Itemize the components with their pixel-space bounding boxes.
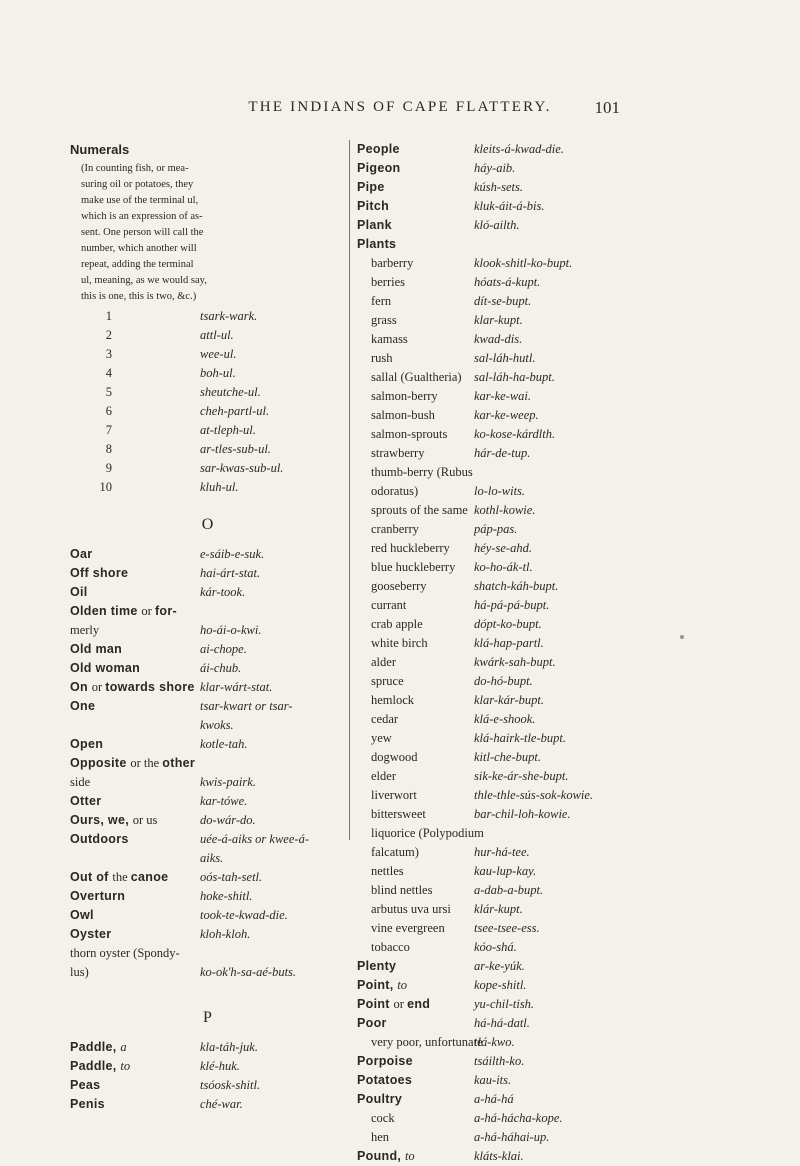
- entry-row: [357, 976, 662, 995]
- entry-translation: a-há-háhai-up.: [474, 1130, 550, 1144]
- entry-translation: yu-chil-tish.: [474, 997, 535, 1011]
- entry-translation: do-hó-bupt.: [474, 674, 533, 688]
- entry-translation: sal-láh-ha-bupt.: [474, 370, 555, 384]
- entry-row: [70, 868, 345, 887]
- note-line: suring oil or potatoes, they: [81, 179, 194, 190]
- entry-row: [357, 349, 662, 368]
- entry-translation: klá-hairk-tle-bupt.: [474, 731, 566, 745]
- numeral-row: [70, 440, 345, 459]
- entry-row: [357, 368, 662, 387]
- entry-term: odoratus): [371, 484, 419, 498]
- numeral-digit: 8: [105, 442, 112, 456]
- entry-row: [357, 330, 662, 349]
- entry-translation: kwis-pairk.: [200, 775, 256, 789]
- entry-translation: kár-took.: [200, 585, 246, 599]
- entry-row: [357, 463, 662, 482]
- entry-row: [357, 672, 662, 691]
- entry-row: [357, 425, 662, 444]
- numeral-row: [70, 421, 345, 440]
- entry-row: [357, 1071, 662, 1090]
- entry-row: [70, 1076, 345, 1095]
- numeral-row: [70, 364, 345, 383]
- entry-row: [70, 564, 345, 583]
- entry-translation: kleits-á-kwad-die.: [474, 142, 564, 156]
- note-line: sent. One person will call the: [81, 227, 204, 238]
- entry-row: [357, 311, 662, 330]
- entry-term: hen: [371, 1130, 390, 1144]
- entry-row: [357, 292, 662, 311]
- entry-term: sallal (Gualtheria): [371, 370, 462, 384]
- entry-row: [357, 387, 662, 406]
- entry-row: [357, 995, 662, 1014]
- numeral-translation: sar-kwas-sub-ul.: [200, 461, 284, 475]
- entry-term: barberry: [371, 256, 414, 270]
- entry-translation: kwárk-sah-bupt.: [474, 655, 556, 669]
- entry-row: [70, 1095, 345, 1114]
- entry-row: [70, 906, 345, 925]
- entry-translation: kope-shitl.: [474, 978, 527, 992]
- entry-row: [357, 254, 662, 273]
- entry-translation: uée-á-aiks or kwee-á-: [200, 832, 309, 846]
- entry-translation: aiks.: [200, 851, 224, 865]
- entry-row: [70, 773, 345, 792]
- entry-translation: klook-shitl-ko-bupt.: [474, 256, 573, 270]
- entry-term: Paddle, to: [70, 1059, 131, 1073]
- entry-translation: oós-tah-setl.: [200, 870, 263, 884]
- entry-term: Paddle, a: [70, 1040, 127, 1054]
- entry-term: cedar: [371, 712, 399, 726]
- entry-term: salmon-berry: [371, 389, 438, 403]
- entry-row: [357, 710, 662, 729]
- entry-translation: bar-chil-loh-kowie.: [474, 807, 571, 821]
- entry-term: Otter: [70, 794, 102, 808]
- column-divider: [349, 140, 350, 840]
- entry-translation: tsóosk-shitl.: [200, 1078, 261, 1092]
- numeral-translation: boh-ul.: [200, 366, 236, 380]
- note-line: this is one, this is two, &c.): [81, 291, 197, 302]
- entry-term: arbutus uva ursi: [371, 902, 451, 916]
- note-line: make use of the terminal ul,: [81, 195, 199, 206]
- entry-row: [357, 938, 662, 957]
- entry-term: Penis: [70, 1097, 105, 1111]
- entry-translation: hur-há-tee.: [474, 845, 530, 859]
- entry-row: [357, 1052, 662, 1071]
- entry-row: [70, 963, 345, 982]
- entry-row: [357, 1033, 662, 1052]
- entry-translation: kla-táh-juk.: [200, 1040, 258, 1054]
- note-line: repeat, adding the terminal: [81, 259, 194, 270]
- entry-term: blue huckleberry: [371, 560, 456, 574]
- entry-term: yew: [371, 731, 392, 745]
- entry-translation: kotle-tah.: [200, 737, 248, 751]
- numeral-translation: cheh-partl-ul.: [200, 404, 270, 418]
- entry-term: Outdoors: [70, 832, 129, 846]
- entry-row: [357, 159, 662, 178]
- numerals-heading: Numerals: [70, 142, 130, 157]
- entry-translation: kau-its.: [474, 1073, 512, 1087]
- entry-term: Poor: [357, 1016, 387, 1030]
- numeral-translation: tsark-wark.: [200, 309, 258, 323]
- entry-translation: do-wár-do.: [200, 813, 256, 827]
- entry-row: [357, 748, 662, 767]
- entry-translation: ai-chope.: [200, 642, 247, 656]
- entry-term: rush: [371, 351, 393, 365]
- entry-translation: ko-kose-kárdlth.: [474, 427, 556, 441]
- entry-row: [70, 849, 345, 868]
- numeral-row: [70, 402, 345, 421]
- entry-translation: e-sáib-e-suk.: [200, 547, 265, 561]
- entry-translation: ái-chub.: [200, 661, 242, 675]
- entry-term: Porpoise: [357, 1054, 413, 1068]
- entry-translation: shatch-káh-bupt.: [474, 579, 559, 593]
- entry-translation: kwad-dis.: [474, 332, 523, 346]
- entry-term: thumb-berry (Rubus: [371, 465, 473, 479]
- entry-translation: há-pá-pá-bupt.: [474, 598, 550, 612]
- numeral-row: [70, 383, 345, 402]
- numeral-translation: at-tleph-ul.: [200, 423, 256, 437]
- entry-term: cock: [371, 1111, 395, 1125]
- entry-row: [357, 140, 662, 159]
- entry-row: [357, 1090, 662, 1109]
- entry-term: Ours, we, or us: [70, 813, 158, 827]
- numeral-digit: 1: [105, 309, 112, 323]
- entry-row: [357, 273, 662, 292]
- entry-translation: kar-ke-wai.: [474, 389, 532, 403]
- entry-term: blind nettles: [371, 883, 433, 897]
- note-line: number, which another will: [81, 243, 197, 254]
- left-column: [70, 140, 345, 1114]
- entry-term: One: [70, 699, 96, 713]
- numeral-digit: 10: [99, 480, 112, 494]
- entry-term: Owl: [70, 908, 94, 922]
- entry-translation: tsee-tsee-ess.: [474, 921, 540, 935]
- entry-row: [357, 1147, 662, 1166]
- entry-row: [70, 811, 345, 830]
- entry-row: [357, 824, 662, 843]
- numeral-translation: attl-ul.: [200, 328, 234, 342]
- entry-translation: tsáilth-ko.: [474, 1054, 525, 1068]
- entry-row: [357, 520, 662, 539]
- entry-translation: kúsh-sets.: [474, 180, 523, 194]
- entry-term: Plenty: [357, 959, 397, 973]
- entry-translation: ché-war.: [200, 1097, 243, 1111]
- entry-row: [357, 501, 662, 520]
- entry-row: [70, 1038, 345, 1057]
- entry-term: grass: [371, 313, 397, 327]
- entry-translation: ko-ok'h-sa-aé-buts.: [200, 965, 297, 979]
- entry-row: [357, 615, 662, 634]
- entry-row: [70, 583, 345, 602]
- entry-term: Point, to: [357, 978, 408, 992]
- entry-translation: a-dab-a-bupt.: [474, 883, 544, 897]
- entry-translation: a-há-hácha-kope.: [474, 1111, 563, 1125]
- numeral-translation: wee-ul.: [200, 347, 237, 361]
- entry-translation: kluk-áit-á-bis.: [474, 199, 545, 213]
- numerals-note: [70, 161, 345, 305]
- entry-row: [357, 596, 662, 615]
- entry-term: alder: [371, 655, 396, 669]
- numeral-digit: 4: [105, 366, 112, 380]
- entry-row: [70, 754, 345, 773]
- entry-row: [357, 558, 662, 577]
- entry-row: [357, 1128, 662, 1147]
- entry-row: [357, 539, 662, 558]
- entry-translation: há-há-datl.: [474, 1016, 530, 1030]
- paper-speck: [680, 635, 684, 639]
- entry-translation: klar-kupt.: [474, 313, 523, 327]
- entry-term: liverwort: [371, 788, 417, 802]
- entry-row: [70, 830, 345, 849]
- entry-translation: klar-wárt-stat.: [200, 680, 273, 694]
- entry-translation: kóo-shá.: [474, 940, 517, 954]
- entry-row: [357, 691, 662, 710]
- note-line: which is an expression of as-: [81, 211, 203, 222]
- entry-term: strawberry: [371, 446, 425, 460]
- section-letter-p: P: [203, 1009, 212, 1026]
- entry-term: Open: [70, 737, 104, 751]
- entry-row: [357, 767, 662, 786]
- entry-row: [357, 1109, 662, 1128]
- entry-translation: hár-de-tup.: [474, 446, 531, 460]
- entry-term: bittersweet: [371, 807, 426, 821]
- entry-row: [357, 957, 662, 976]
- entry-row: [70, 640, 345, 659]
- entry-row: [70, 735, 345, 754]
- entry-row: [70, 925, 345, 944]
- entry-translation: sik-ke-ár-she-bupt.: [474, 769, 569, 783]
- p-entries-list: [70, 1038, 345, 1114]
- o-entries-list: [70, 545, 345, 982]
- entry-row: [357, 729, 662, 748]
- entry-term: hemlock: [371, 693, 415, 707]
- entry-translation: kloh-kloh.: [200, 927, 251, 941]
- entry-term: Pipe: [357, 180, 385, 194]
- numeral-digit: 5: [105, 385, 112, 399]
- entry-row: [70, 697, 345, 716]
- entry-translation: klar-kár-bupt.: [474, 693, 544, 707]
- entry-term: very poor, unfortunate: [371, 1035, 483, 1049]
- running-head: THE INDIANS OF CAPE FLATTERY.: [248, 99, 552, 115]
- entry-translation: háy-aib.: [474, 161, 516, 175]
- entry-translation: kwoks.: [200, 718, 234, 732]
- entry-row: [357, 406, 662, 425]
- numeral-row: [70, 459, 345, 478]
- entry-term: Pound, to: [357, 1149, 415, 1163]
- numeral-digit: 3: [105, 347, 112, 361]
- entry-term: nettles: [371, 864, 404, 878]
- numeral-digit: 6: [105, 404, 112, 418]
- entry-term: Oil: [70, 585, 88, 599]
- entry-row: [357, 577, 662, 596]
- entry-row: [357, 197, 662, 216]
- entry-term: falcatum): [371, 845, 419, 859]
- entry-row: [70, 602, 345, 621]
- entry-term: merly: [70, 623, 100, 637]
- entry-term: Opposite or the other: [70, 756, 196, 770]
- entry-row: [357, 805, 662, 824]
- entry-row: [357, 216, 662, 235]
- entry-row: [357, 862, 662, 881]
- entry-row: [70, 792, 345, 811]
- entry-term: Pitch: [357, 199, 390, 213]
- note-line: (In counting fish, or mea-: [81, 163, 189, 174]
- entry-translation: dópt-ko-bupt.: [474, 617, 542, 631]
- numeral-digit: 9: [105, 461, 112, 475]
- entry-translation: klá-hap-partl.: [474, 636, 544, 650]
- numeral-row: [70, 345, 345, 364]
- numeral-translation: kluh-ul.: [200, 480, 239, 494]
- entry-row: [357, 881, 662, 900]
- entry-translation: páp-pas.: [474, 522, 518, 536]
- entry-row: [357, 444, 662, 463]
- entry-term: currant: [371, 598, 407, 612]
- entry-translation: klé-huk.: [200, 1059, 240, 1073]
- entry-translation: kitl-che-bupt.: [474, 750, 541, 764]
- entry-term: liquorice (Polypodium: [371, 826, 484, 840]
- entry-translation: took-te-kwad-die.: [200, 908, 288, 922]
- section-letter-o: O: [201, 516, 214, 533]
- entry-term: Old woman: [70, 661, 141, 675]
- numerals-list: [70, 307, 345, 497]
- entry-translation: thle-thle-sús-sok-kowie.: [474, 788, 594, 802]
- entry-translation: ar-ke-yúk.: [474, 959, 525, 973]
- entry-term: elder: [371, 769, 396, 783]
- entry-row: [357, 786, 662, 805]
- entry-term: Off shore: [70, 566, 129, 580]
- entry-row: [357, 900, 662, 919]
- entry-term: gooseberry: [371, 579, 427, 593]
- entry-term: red huckleberry: [371, 541, 450, 555]
- entry-term: Potatoes: [357, 1073, 413, 1087]
- numeral-row: [70, 326, 345, 345]
- entry-term: Plank: [357, 218, 392, 232]
- entry-row: [357, 653, 662, 672]
- entry-translation: tsar-kwart or tsar-: [200, 699, 293, 713]
- entry-term: Plants: [357, 237, 397, 251]
- entry-translation: dít-se-bupt.: [474, 294, 532, 308]
- entry-translation: héy-se-ahd.: [474, 541, 532, 555]
- entry-translation: hai-árt-stat.: [200, 566, 261, 580]
- note-line: ul, meaning, as we would say,: [81, 275, 207, 286]
- entry-term: fern: [371, 294, 392, 308]
- numeral-translation: sheutche-ul.: [200, 385, 261, 399]
- entry-row: [357, 235, 662, 254]
- entry-row: [70, 716, 345, 735]
- entry-translation: kláts-klai.: [474, 1149, 524, 1163]
- entry-term: dogwood: [371, 750, 418, 764]
- entry-row: [357, 482, 662, 501]
- entry-row: [357, 178, 662, 197]
- entry-row: [70, 621, 345, 640]
- entry-term: Pigeon: [357, 161, 401, 175]
- entry-term: berries: [371, 275, 406, 289]
- entry-translation: klá-e-shook.: [474, 712, 536, 726]
- entry-row: [70, 545, 345, 564]
- entry-term: Olden time or for-: [70, 604, 177, 618]
- entry-translation: hóats-á-kupt.: [474, 275, 541, 289]
- entry-row: [70, 678, 345, 697]
- entry-term: thorn oyster (Spondy-: [70, 946, 180, 960]
- entry-term: People: [357, 142, 400, 156]
- entry-row: [70, 659, 345, 678]
- entry-translation: tlá-kwo.: [474, 1035, 515, 1049]
- entry-term: salmon-sprouts: [371, 427, 448, 441]
- page-header: [0, 99, 800, 123]
- numeral-translation: ar-tles-sub-ul.: [200, 442, 271, 456]
- entry-translation: ko-ho-ák-tl.: [474, 560, 533, 574]
- entry-translation: kló-ailth.: [474, 218, 520, 232]
- entry-translation: sal-láh-hutl.: [474, 351, 536, 365]
- entry-term: tobacco: [371, 940, 410, 954]
- entry-translation: a-há-há: [474, 1092, 514, 1106]
- entry-term: white birch: [371, 636, 428, 650]
- entry-term: cranberry: [371, 522, 419, 536]
- entry-term: Peas: [70, 1078, 101, 1092]
- entry-term: Point or end: [357, 997, 431, 1011]
- entry-term: sprouts of the same: [371, 503, 468, 517]
- entry-term: Overturn: [70, 889, 126, 903]
- entry-translation: kar-ke-weep.: [474, 408, 539, 422]
- entry-row: [70, 1057, 345, 1076]
- entry-translation: kar-tówe.: [200, 794, 248, 808]
- entry-term: spruce: [371, 674, 404, 688]
- entry-row: [70, 944, 345, 963]
- entry-row: [357, 919, 662, 938]
- entry-translation: ho-ái-o-kwi.: [200, 623, 262, 637]
- entry-term: Oar: [70, 547, 93, 561]
- numeral-digit: 7: [105, 423, 112, 437]
- entry-translation: hoke-shitl.: [200, 889, 253, 903]
- entry-term: side: [70, 775, 91, 789]
- entry-row: [70, 887, 345, 906]
- entry-term: salmon-bush: [371, 408, 435, 422]
- entry-term: Poultry: [357, 1092, 403, 1106]
- entry-term: crab apple: [371, 617, 423, 631]
- entry-translation: kothl-kowie.: [474, 503, 536, 517]
- numeral-row: [70, 307, 345, 326]
- entry-term: lus): [70, 965, 89, 979]
- right-column: [357, 140, 662, 1166]
- entry-translation: lo-lo-wits.: [474, 484, 526, 498]
- entry-term: On or towards shore: [70, 680, 195, 694]
- entry-term: Out of the canoe: [70, 870, 169, 884]
- entry-term: Oyster: [70, 927, 112, 941]
- entry-translation: klár-kupt.: [474, 902, 523, 916]
- entry-translation: kau-lup-kay.: [474, 864, 537, 878]
- entry-row: [357, 1014, 662, 1033]
- entry-term: Old man: [70, 642, 123, 656]
- entry-term: vine evergreen: [371, 921, 445, 935]
- page-number: 101: [594, 98, 620, 117]
- entry-term: kamass: [371, 332, 408, 346]
- entry-row: [357, 843, 662, 862]
- entry-row: [357, 634, 662, 653]
- numeral-digit: 2: [105, 328, 112, 342]
- numeral-row: [70, 478, 345, 497]
